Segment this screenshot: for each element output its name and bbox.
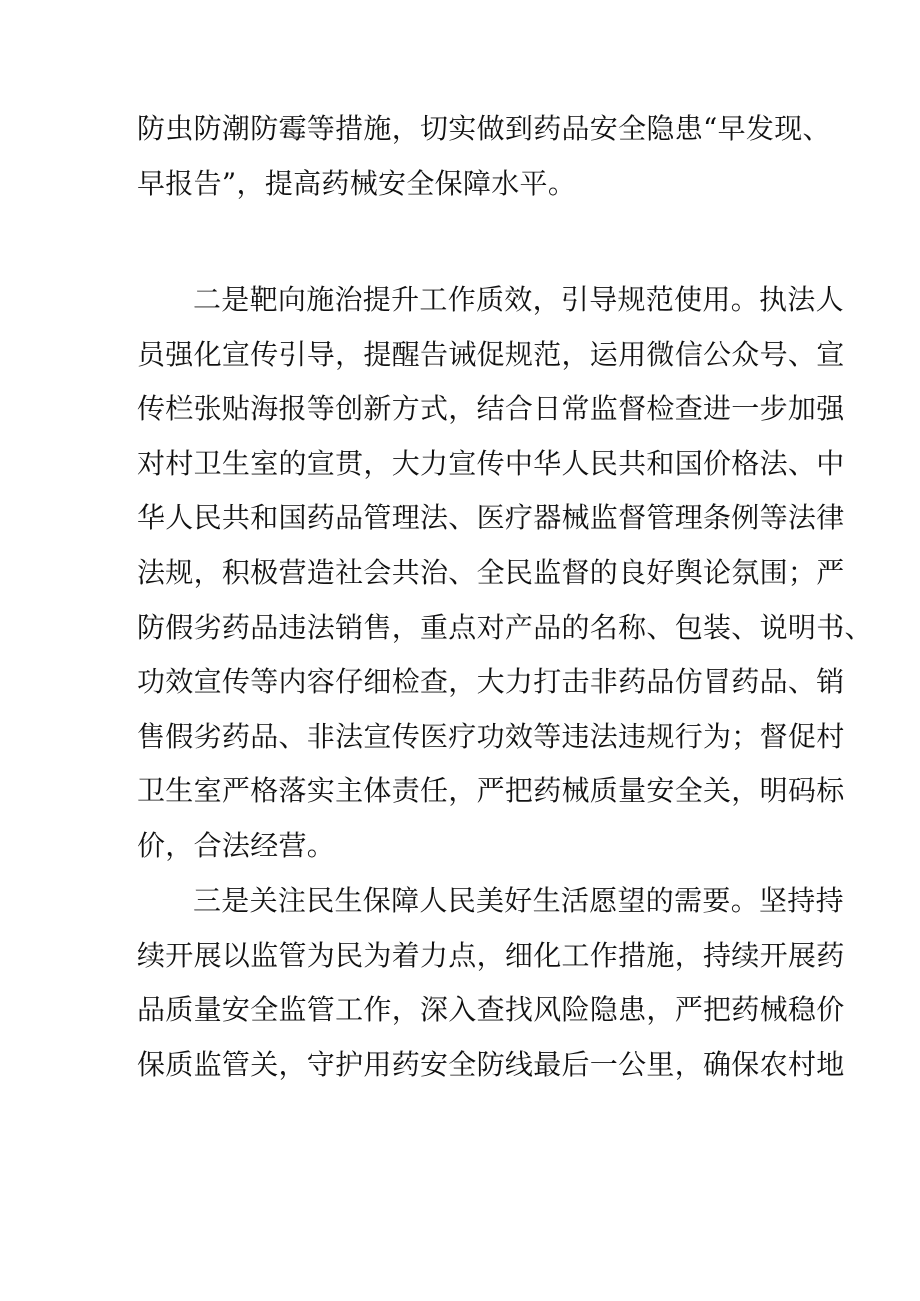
text-line: 员强化宣传引导，提醒告诫促规范，运用微信公众号、宣 bbox=[137, 337, 845, 371]
text-line: 功效宣传等内容仔细检查，大力打击非药品仿冒药品、销 bbox=[137, 665, 845, 699]
text-line: 保质监管关，守护用药安全防线最后一公里，确保农村地 bbox=[137, 1047, 845, 1081]
text-line: 防虫防潮防霉等措施，切实做到药品安全隐患“早发现、 bbox=[137, 112, 831, 145]
text-line: 华人民共和国药品管理法、医疗器械监督管理条例等法律 bbox=[137, 501, 845, 535]
text-line: 卫生室严格落实主体责任，严把药械质量安全关，明码标 bbox=[137, 774, 845, 808]
text-line: 品质量安全监管工作，深入查找风险隐患，严把药械稳价 bbox=[137, 993, 845, 1027]
text-line: 售假劣药品、非法宣传医疗功效等违法违规行为；督促村 bbox=[137, 719, 845, 753]
text-line: 对村卫生室的宣贯，大力宣传中华人民共和国价格法、中 bbox=[137, 446, 845, 480]
text-line: 防假劣药品违法销售，重点对产品的名称、包装、说明书、 bbox=[137, 610, 873, 644]
text-line: 三是关注民生保障人民美好生活愿望的需要。坚持持 bbox=[193, 884, 844, 917]
text-line: 早报告”，提高药械安全保障水平。 bbox=[137, 166, 577, 200]
text-line: 法规，积极营造社会共治、全民监督的良好舆论氛围；严 bbox=[137, 555, 845, 589]
paragraph-continuation bbox=[137, 102, 831, 211]
text-line: 二是靶向施治提升工作质效，引导规范使用。执法人 bbox=[193, 283, 844, 316]
paragraph-two bbox=[137, 273, 873, 874]
text-line: 续开展以监管为民为着力点，细化工作措施，持续开展药 bbox=[137, 938, 845, 972]
paragraph-three bbox=[137, 874, 845, 1092]
text-line: 价，合法经营。 bbox=[137, 828, 336, 862]
text-line: 传栏张贴海报等创新方式，结合日常监督检查进一步加强 bbox=[137, 392, 845, 426]
